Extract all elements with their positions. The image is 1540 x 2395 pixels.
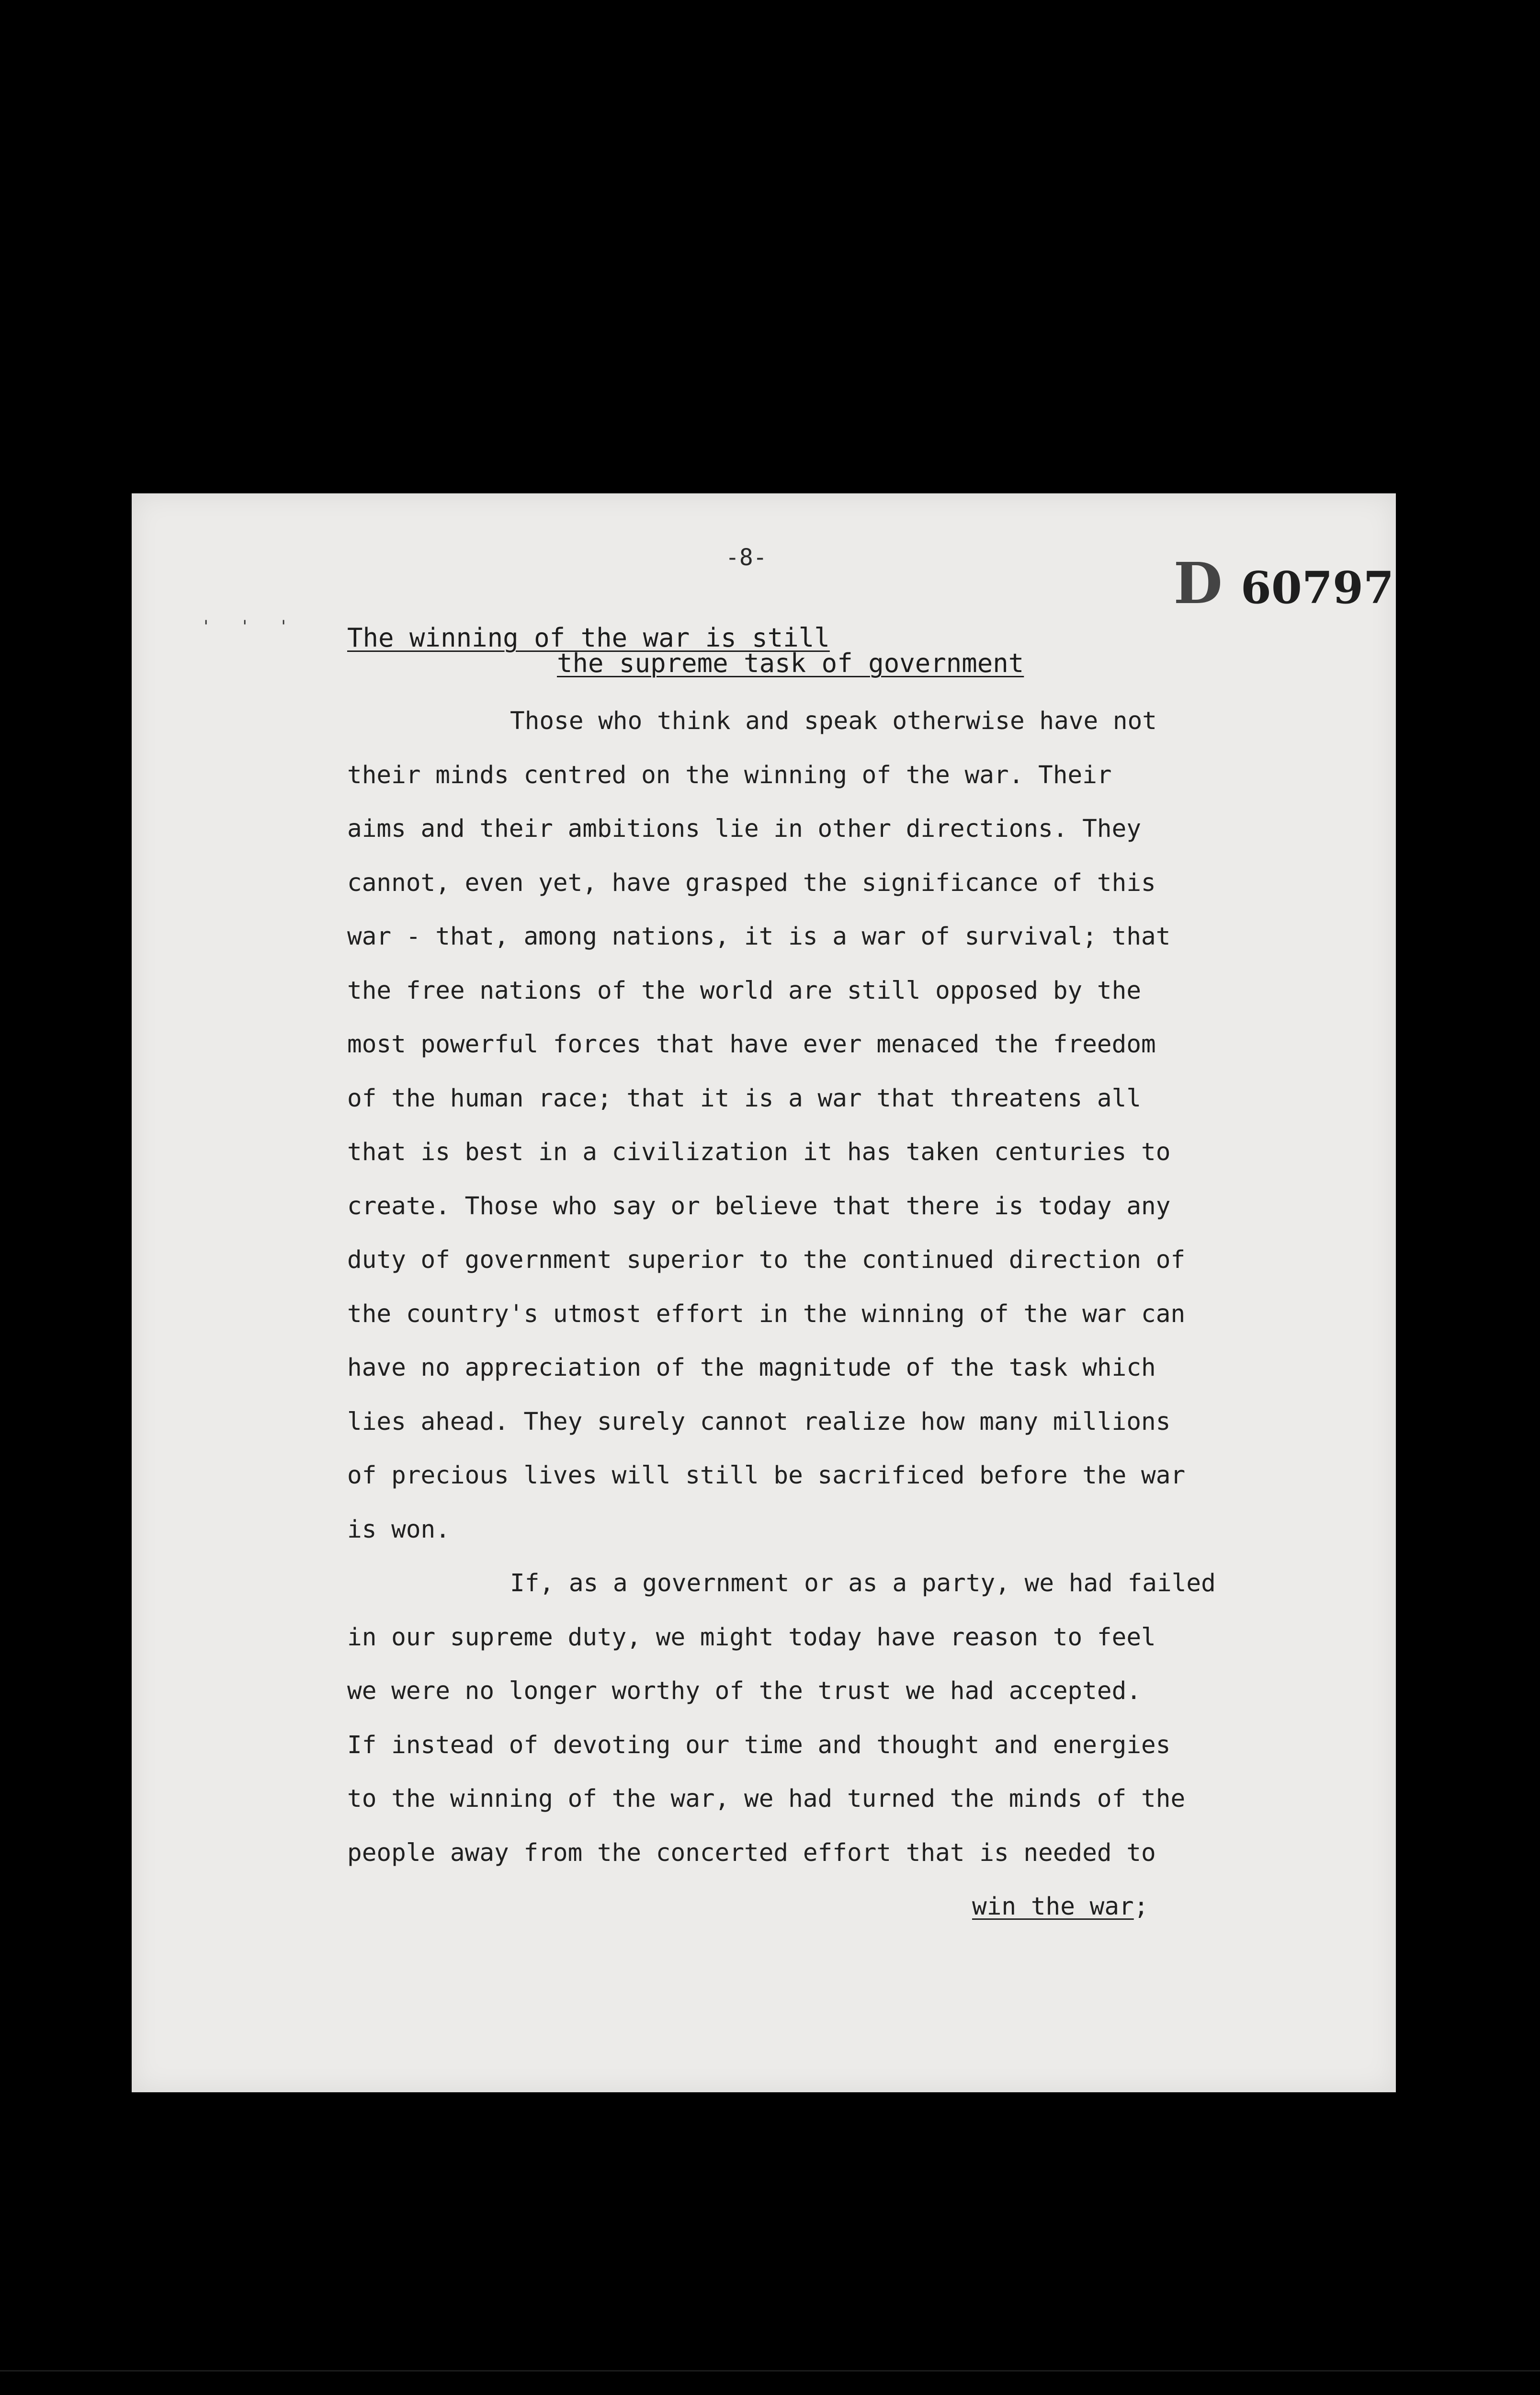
text-line: of precious lives will still be sacrificed before the war [347, 1461, 1186, 1490]
text-line: we were no longer worthy of the trust we had accepted. [347, 1677, 1142, 1705]
text-line: cannot, even yet, have grasped the significance of this [347, 868, 1156, 897]
page-number: -8- [725, 544, 767, 571]
body-text [347, 695, 1286, 1934]
text-line: the country's utmost effort in the winning of the war can [347, 1300, 1186, 1328]
text-line: that is best in a civilization it has taken centuries to [347, 1138, 1171, 1166]
text-line: to the winning of the war, we had turned the minds of the [347, 1785, 1186, 1813]
text-line: If, as a government or as a party, we had failed [510, 1569, 1216, 1597]
stamp-letter: D [1173, 550, 1223, 616]
margin-marks: ' ' ' [201, 617, 298, 636]
text-line: lies ahead. They surely cannot realize how many millions [347, 1407, 1171, 1436]
text-line: the free nations of the world are still opposed by the [347, 976, 1142, 1005]
heading-line-1: The winning of the war is still [347, 623, 830, 653]
text-line: people away from the concerted effort that is needed to [347, 1838, 1156, 1867]
text-line: duty of government superior to the continued direction of [347, 1246, 1186, 1274]
text-line: war - that, among nations, it is a war of survival; that [347, 923, 1171, 951]
final-line-underlined: win the war [972, 1893, 1134, 1921]
text-line: of the human race; that it is a war that threatens all [347, 1084, 1142, 1113]
text-line: Those who think and speak otherwise have not [510, 707, 1157, 735]
text-line: have no appreciation of the magnitude of the task which [347, 1354, 1156, 1382]
text-line: in our supreme duty, we might today have reason to feel [347, 1623, 1156, 1652]
final-line [347, 1880, 1286, 1934]
text-line: most powerful forces that have ever menaced the freedom [347, 1030, 1156, 1059]
document-page [132, 493, 1396, 2092]
text-line: aims and their ambitions lie in other directions. They [347, 815, 1142, 843]
final-line-punctuation: ; [1133, 1893, 1149, 1921]
heading-line-2: the supreme task of government [557, 648, 1024, 678]
text-line: is won. [347, 1515, 450, 1544]
text-line: If instead of devoting our time and thought and energies [347, 1731, 1171, 1759]
film-edge-line [0, 2370, 1540, 2372]
text-line: their minds centred on the winning of the war. Their [347, 761, 1112, 789]
document-stamp [1174, 550, 1394, 616]
stamp-number: 60797 [1240, 562, 1394, 614]
text-line: create. Those who say or believe that there is today any [347, 1192, 1171, 1220]
